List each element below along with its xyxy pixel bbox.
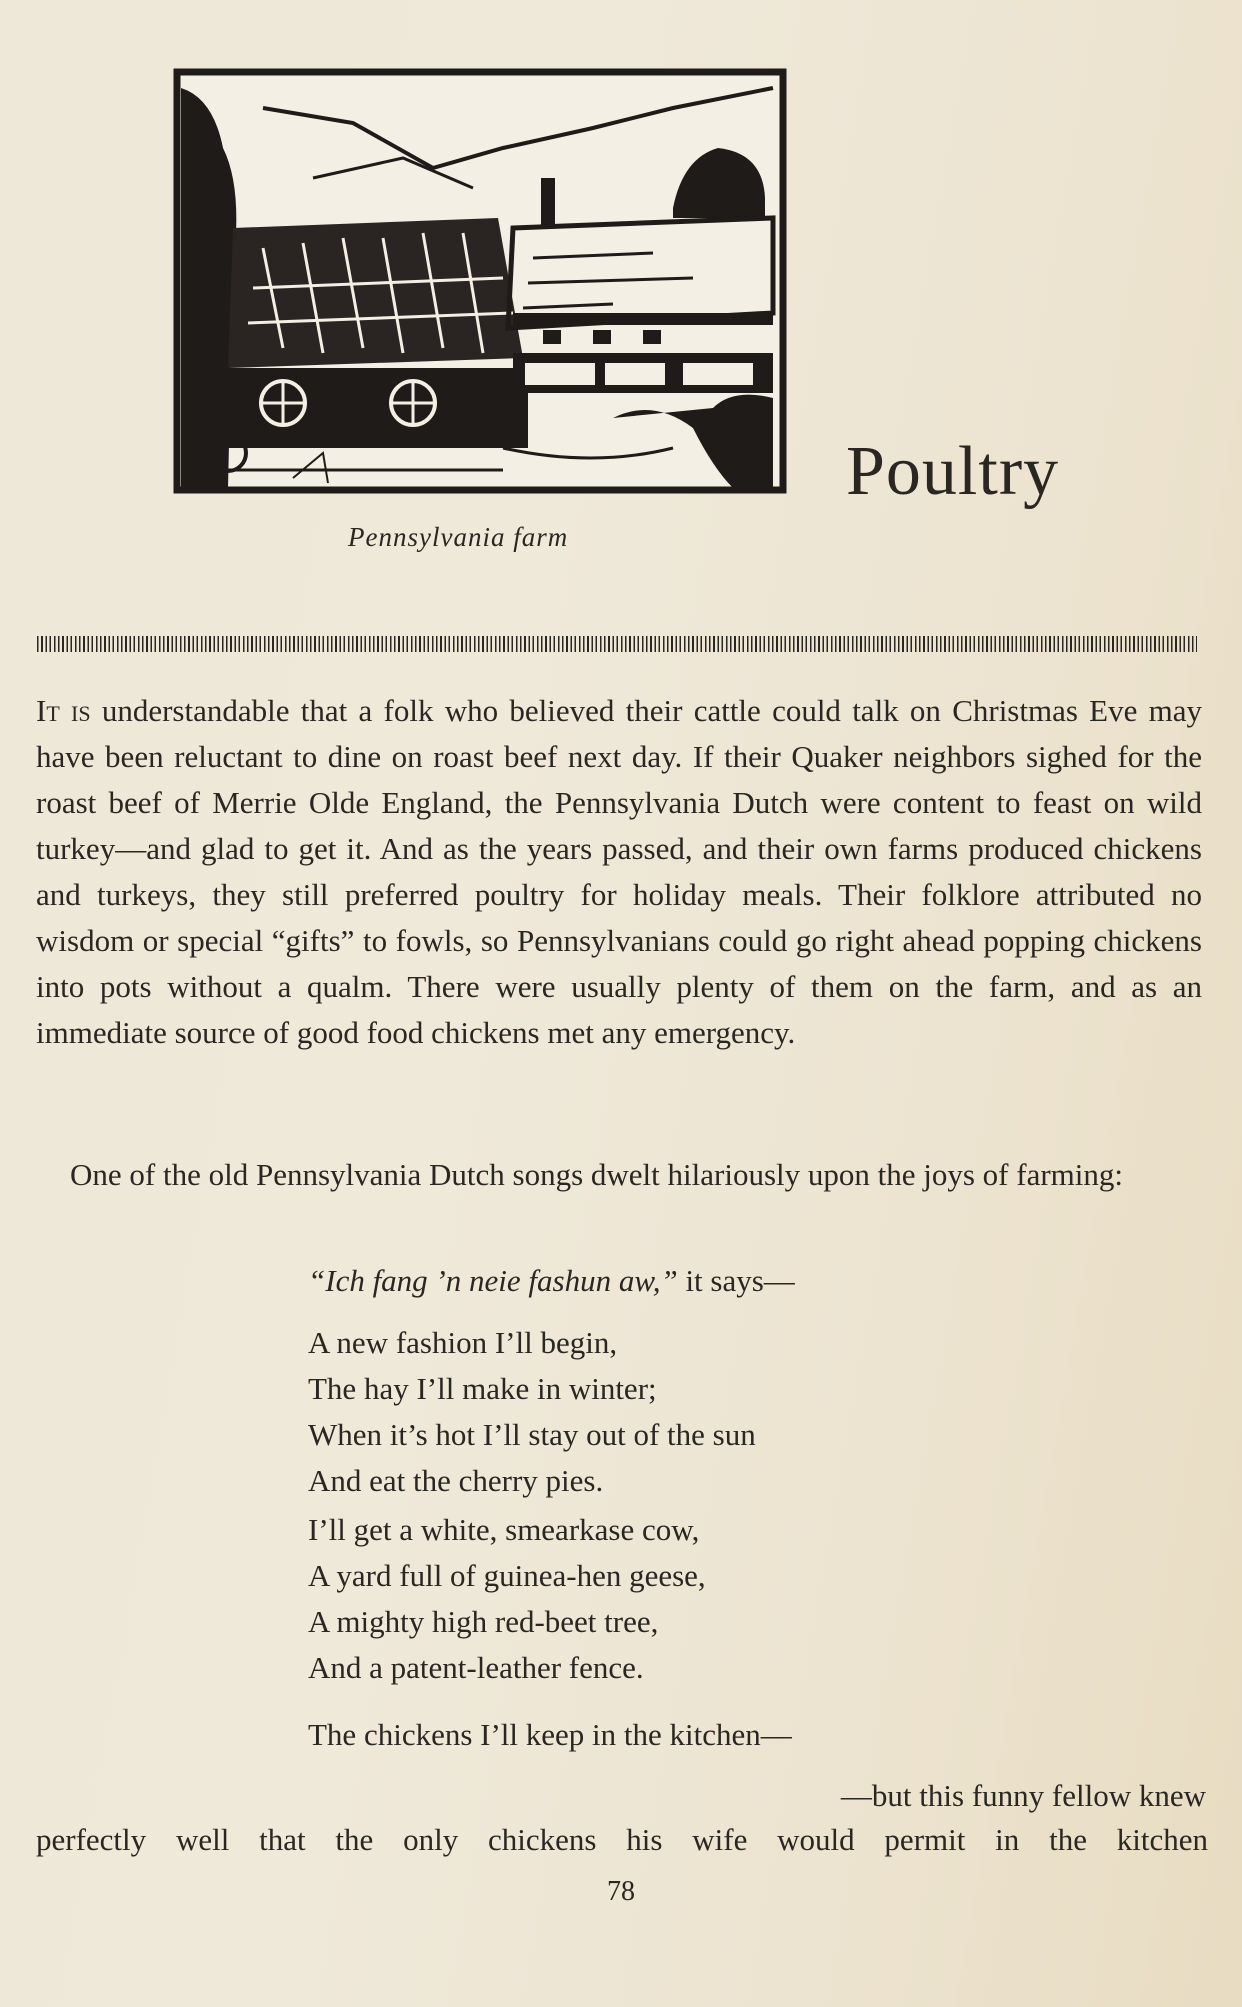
verse-line: I’ll get a white, smearkase cow, bbox=[308, 1512, 700, 1547]
page-number: 78 bbox=[607, 1876, 635, 1907]
continuation-last-line: perfectly well that the only chickens his wife would permit in the kitchen bbox=[36, 1822, 1208, 1857]
chapter-title: Poultry bbox=[846, 433, 1060, 510]
continuation-dash-line: —but this funny fellow knew bbox=[840, 1778, 1206, 1813]
song-intro-rest: it says— bbox=[677, 1263, 795, 1298]
verse-line: A new fashion I’ll begin, bbox=[308, 1325, 618, 1360]
body-paragraph-1 bbox=[36, 688, 1202, 1056]
song-stanza-1 bbox=[308, 1320, 756, 1504]
song-intro bbox=[308, 1258, 795, 1304]
verse-line: A yard full of guinea-hen geese, bbox=[308, 1558, 706, 1593]
verse-line: The chickens I’ll keep in the kitchen— bbox=[308, 1717, 792, 1752]
song-stanza-3 bbox=[308, 1712, 792, 1758]
verse-line: And a patent-leather fence. bbox=[308, 1650, 644, 1685]
verse-line: A mighty high red-beet tree, bbox=[308, 1604, 659, 1639]
farm-woodcut-illustration bbox=[173, 68, 787, 494]
paragraph-1-text: understandable that a folk who believed their cattle could talk on Christmas Eve may have been reluctant to dine on roast beef next day. If their Quaker neighbors sighed for the roast beef of Merrie Olde England, the Pennsylvania Dutch were content to feast on wild turkey—and glad to get it. And as the years passed, and their own farms produced chickens and turkeys, they still preferred poultry for holiday meals. Their folklore attributed no wisdom or special “gifts” to fowls, so Pennsylvanians could go right ahead popping chickens into pots without a qualm. There were usually plenty of them on the farm, and as an immediate source of good food chickens met any emergency. bbox=[36, 693, 1203, 1050]
verse-line: The hay I’ll make in winter; bbox=[308, 1371, 657, 1406]
song-intro-dutch: “Ich fang ’n neie fashun aw,” bbox=[308, 1263, 678, 1298]
paragraph-lead-small-caps: It is bbox=[36, 693, 91, 728]
verse-line: When it’s hot I’ll stay out of the sun bbox=[308, 1417, 756, 1452]
ornamental-rule bbox=[37, 636, 1197, 652]
illustration-caption: Pennsylvania farm bbox=[348, 522, 569, 552]
song-stanza-2 bbox=[308, 1507, 706, 1691]
farm-woodcut-icon bbox=[173, 68, 787, 494]
verse-line: And eat the cherry pies. bbox=[308, 1463, 604, 1498]
body-paragraph-2: One of the old Pennsylvania Dutch songs dwelt hilariously upon the joys of farming: bbox=[70, 1157, 1123, 1192]
